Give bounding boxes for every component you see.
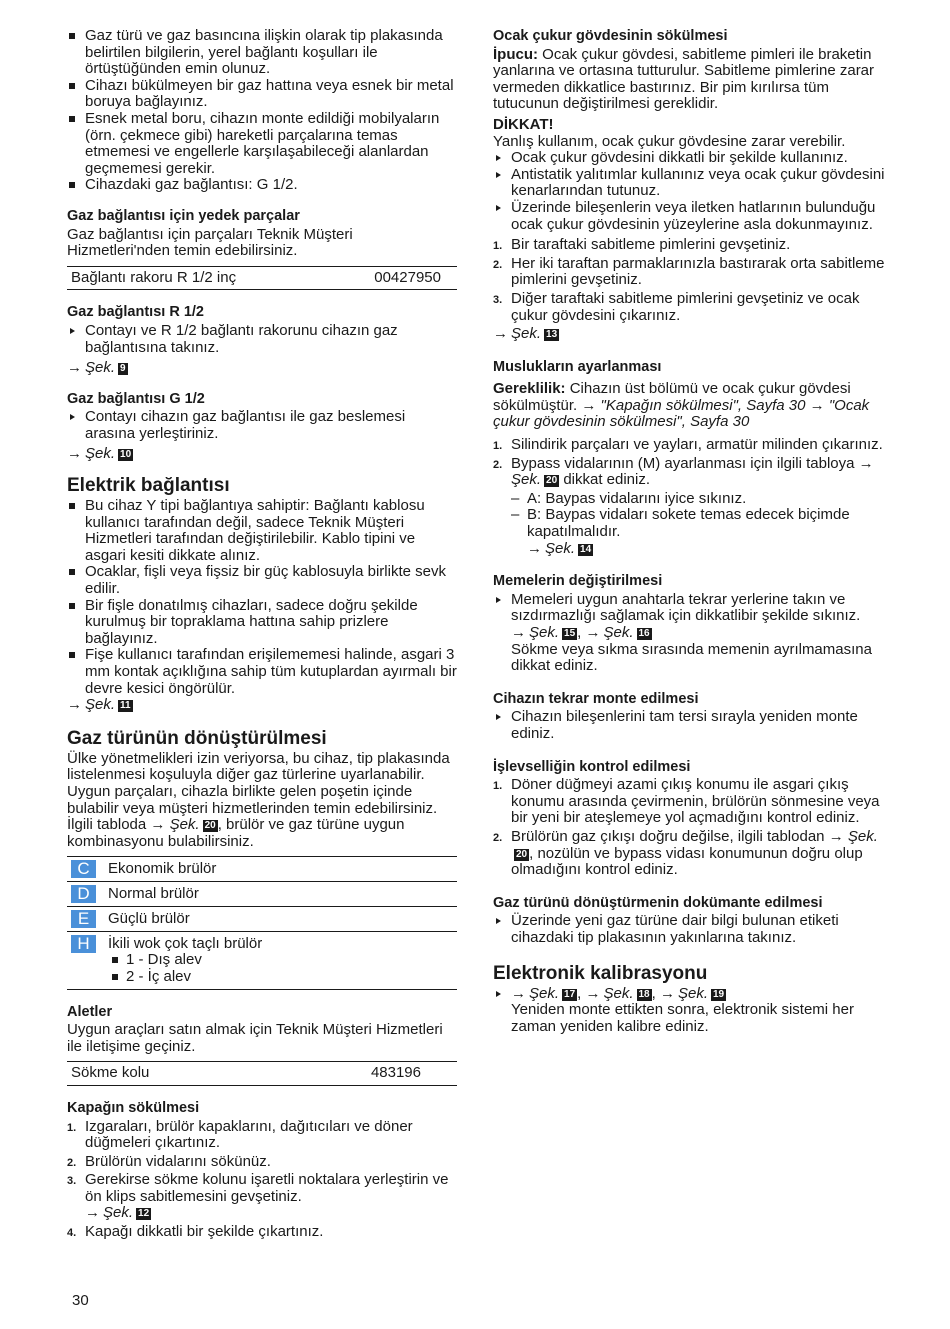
- taps-dash-list: [511, 491, 893, 541]
- g12-steps: [67, 409, 457, 442]
- list-item: → Şek. 17 , → Şek. 18 , → Şek. 19 Yeniden monte ettikten sonra, elektronik sistemi her zaman yeniden kalibre ediniz.: [493, 986, 893, 1036]
- list-item: Bu cihaz Y tipi bağlantıya sahiptir: Bağlantı kablosu kullanıcı tarafından değil, sadece Teknik Müşteri Hizmetleri tarafından değiştirilebilir. Kablo tipini ve asgari kesiti dikkate alınız.: [67, 498, 457, 564]
- list-item: Cihazın bileşenlerini tam tersi sırayla yeniden monte ediniz.: [493, 709, 893, 742]
- list-item: 2 - İç alev: [108, 969, 262, 986]
- document-heading: Gaz türünü dönüştürmenin dokümante edilmesi: [493, 894, 823, 911]
- list-item: Cihazı bükülmeyen bir gaz hattına veya esnek bir metal boruya bağlayınız.: [67, 78, 457, 111]
- document-steps: [493, 913, 893, 946]
- list-item: Ocaklar, fişli veya fişsiz bir güç kablosuyla birlikte sevk edilir.: [67, 564, 457, 597]
- tool-row: [67, 1061, 457, 1086]
- figure-badge: 20: [516, 848, 528, 860]
- pit-steps: [493, 237, 893, 324]
- cross-reference-link[interactable]: "Ocak çukur gövdesinin sökülmesi", Sayfa 30: [493, 396, 870, 431]
- burner-letter-badge: H: [71, 935, 96, 953]
- burner-letter-badge: C: [71, 860, 96, 878]
- g12-heading: Gaz bağlantısı G 1/2: [67, 390, 205, 407]
- conversion-heading: Gaz türünün dönüştürülmesi: [67, 727, 327, 749]
- conversion-paragraph-1: Ülke yönetmelikleri izin veriyorsa, bu cihaz, tip plakasında listelenmesi koşuluyla diğer gaz türlerine uyarlanabilir.: [67, 749, 450, 784]
- spare-parts-heading: Gaz bağlantısı için yedek parçalar: [67, 207, 300, 224]
- warning-label: DİKKAT!: [493, 115, 554, 133]
- cover-heading: Kapağın sökülmesi: [67, 1099, 200, 1116]
- list-item: Fişe kullanıcı tarafından erişilememesi halinde, asgari 3 mm kontak açıklığına sahip tüm kutuplardan ayırmalı bir devre kesici öngörülür.: [67, 647, 457, 697]
- function-heading: İşlevselliğin kontrol edilmesi: [493, 758, 691, 775]
- tool-number: 483196: [370, 1064, 421, 1082]
- burner-letter-badge: E: [71, 910, 96, 928]
- figure-badge: 13: [546, 329, 558, 341]
- spare-part-number: 00427950: [374, 268, 441, 286]
- list-item: 4. Kapağı dikkatli bir şekilde çıkartınız.: [67, 1223, 324, 1241]
- calibration-figure-ref: → Şek. 17 , → Şek. 18 , → Şek. 19: [511, 984, 725, 1002]
- figure-badge: 19: [712, 988, 725, 1000]
- taps-figure-ref: → Şek. 14: [527, 539, 592, 557]
- function-steps: [493, 777, 893, 879]
- burner-cell: [108, 935, 262, 985]
- list-item: Üzerinde bileşenlerin veya iletken hatlarının bulunduğu ocak çukur gövdesinin yüzeylerine asla dokunmayınız.: [493, 200, 893, 233]
- burner-table: [67, 856, 457, 989]
- pit-heading: Ocak çukur gövdesinin sökülmesi: [493, 28, 728, 44]
- burner-label: Normal brülör: [108, 885, 199, 903]
- figure-badge: 9: [120, 363, 126, 375]
- list-item: Üzerinde yeni gaz türüne dair bilgi bulunan etiketi cihazdaki tip plakasının yakınlarına takınız.: [493, 913, 893, 946]
- list-item: 2. Her iki taraftan parmaklarınızla bastırarak orta sabitleme pimlerini gevşetiniz.: [493, 254, 885, 289]
- cover-figure-ref: → Şek. 12: [85, 1204, 150, 1222]
- pit-bullet-list: [493, 150, 893, 233]
- calibration-steps: [493, 986, 893, 1036]
- list-item: 1. Silindirik parçaları ve yayları, armatür milinden çıkarınız.: [493, 436, 883, 454]
- pit-figure-ref: → Şek. 13: [493, 325, 558, 343]
- list-item: Ocak çukur gövdesini dikkatli bir şekilde kullanınız.: [493, 150, 893, 167]
- pit-tip: İpucu: Ocak çukur gövdesi, sabitleme pimleri ile braketin yanlarına ve ortasına tutturulur. Sabitleme pimlerine zarar vermeden dikkatlice bastırınız. Bir pim kırılırsa tüm tutucunun değiştirilmesi gereklidir.: [493, 45, 875, 113]
- reassemble-steps: [493, 709, 893, 742]
- g12-figure-ref: → Şek. 10: [67, 445, 132, 463]
- spare-part-name: Bağlantı rakoru R 1/2 inç: [71, 268, 237, 286]
- r12-figure-ref: → Şek. 9: [67, 359, 126, 377]
- figure-badge: 16: [638, 628, 650, 639]
- list-item: Gaz türü ve gaz basıncına ilişkin olarak tip plakasında belirtilen bilgilerin, yerel bağlantı koşulları ile örtüştüğünden emin olunuz.: [67, 28, 457, 78]
- figure-badge: 10: [120, 449, 132, 461]
- r12-steps: [67, 323, 457, 356]
- nozzles-heading: Memelerin değiştirilmesi: [493, 573, 663, 590]
- calibration-heading: Elektronik kalibrasyonu: [493, 962, 708, 984]
- electric-figure-ref: → Şek. 11: [67, 696, 131, 714]
- nozzles-figure-ref: → Şek. 15 , → Şek. 16: [511, 624, 650, 641]
- burner-label: İkili wok çok taçlı brülör: [108, 935, 263, 953]
- burner-label: Ekonomik brülör: [108, 860, 217, 878]
- burner-label: Güçlü brülör: [108, 910, 190, 928]
- list-item: Contayı ve R 1/2 bağlantı rakorunu cihazın gaz bağlantısına takınız.: [67, 323, 457, 356]
- figure-badge: 18: [638, 988, 650, 1000]
- tools-heading: Aletler: [67, 1003, 113, 1020]
- table-row: [67, 907, 457, 932]
- list-item: Antistatik yalıtımlar kullanınız veya ocak çukur gövdesini kenarlarından tutunuz.: [493, 167, 893, 200]
- list-item: 2. Brülörün gaz çıkışı doğru değilse, ilgili tablodan → Şek.20 , nozülün ve bypass vidası konumunun doğru olup olmadığını kontrol ediniz.: [493, 827, 878, 879]
- r12-heading: Gaz bağlantısı R 1/2: [67, 304, 204, 321]
- electric-heading: Elektrik bağlantısı: [67, 475, 230, 497]
- list-item: Bir fişle donatılmış cihazları, sadece doğru şekilde kurulmuş bir topraklama hattına sahip prizlere bağlayınız.: [67, 598, 457, 648]
- page-number: 30: [72, 1292, 89, 1309]
- taps-heading: Muslukların ayarlanması: [493, 358, 662, 375]
- taps-steps: [493, 437, 893, 489]
- left-column: [67, 28, 457, 1243]
- list-item: 1 - Dış alev: [108, 952, 262, 969]
- nozzles-steps: [493, 592, 893, 675]
- electric-bullet-list: [67, 498, 457, 697]
- cover-steps: [67, 1119, 457, 1241]
- figure-badge: 15: [564, 628, 576, 639]
- right-column: [493, 28, 893, 1035]
- list-item: Cihazdaki gaz bağlantısı: G 1/2.: [67, 177, 457, 194]
- list-item: Memeleri uygun anahtarla tekrar yerlerine takın ve sızdırmazlığı sağlamak için dikkatlibir şekilde sıkınız. → Şek. 15 , → Şek. 16 Sökme veya sıkma sırasında memenin ayrılmamasına dikkat ediniz.: [493, 592, 893, 675]
- figure-badge: 20: [204, 820, 216, 832]
- list-item: – A: Baypas vidalarını iyice sıkınız.: [511, 491, 893, 508]
- figure-badge: 14: [580, 543, 592, 555]
- requirement-label: Gereklilik:: [493, 380, 566, 398]
- figure-badge: 12: [138, 1208, 150, 1220]
- table-row: [67, 857, 457, 882]
- cross-reference-link[interactable]: "Kapağın sökülmesi", Sayfa 30: [600, 396, 806, 414]
- tool-name: Sökme kolu: [71, 1064, 150, 1082]
- warning-text: Yanlış kullanım, ocak çukur gövdesine zarar verebilir.: [493, 132, 846, 150]
- list-item: 2. Brülörün vidalarını sökünüz.: [67, 1152, 271, 1170]
- list-item: 2. Bypass vidalarının (M) ayarlanması için ilgili tabloya → Şek. 20 dikkat ediniz.: [493, 454, 874, 489]
- list-item: – B: Baypas vidaları sokete temas edecek biçimde kapatılmalıdır.: [511, 507, 893, 540]
- list-item: 1. Döner düğmeyi azami çıkış konumu ile asgari çıkış konumu arasında çevirmenin, brülörün sönmesine veya bir yeni bir ateşlemeye yol açmadığını kontrol ediniz.: [493, 776, 880, 827]
- spare-part-row: [67, 266, 457, 291]
- tools-text: Uygun araçları satın almak için Teknik Müşteri Hizmetleri ile iletişime geçiniz.: [67, 1021, 443, 1055]
- intro-bullet-list: [67, 28, 457, 194]
- taps-requirement: Gereklilik: Cihazın üst bölümü ve ocak çukur gövdesi sökülmüştür. → "Kapağın sökülmesi", Sayfa 30 → "Ocak çukur gövdesinin sökülmesi", Sayfa 30: [493, 380, 870, 431]
- conversion-paragraph-2: Uygun parçaları, cihazla birlikte gelen poşetin içinde bulabilir veya müşteri hizmetlerinden temin edebilirsiniz. İlgili tabloda → Şek. 20 , brülör ve gaz türüne uygun kombinasyonu bulabilirsiniz.: [67, 782, 438, 850]
- burner-letter-badge: D: [71, 885, 96, 903]
- list-item: 1. Bir taraftaki sabitleme pimlerini gevşetiniz.: [493, 236, 791, 254]
- table-row: [67, 932, 457, 989]
- spare-parts-text: Gaz bağlantısı için parçaları Teknik Müşteri Hizmetleri'nden temin edebilirsiniz.: [67, 225, 353, 260]
- figure-badge: 17: [564, 988, 576, 1000]
- list-item: 3. Diğer taraftaki sabitleme pimlerini gevşetiniz ve ocak çukur gövdesini çıkarınız.: [493, 289, 860, 324]
- list-item: Contayı cihazın gaz bağlantısı ile gaz beslemesi arasına yerleştiriniz.: [67, 409, 457, 442]
- burner-sub-list: [108, 952, 262, 985]
- table-row: [67, 882, 457, 907]
- tip-label: İpucu:: [493, 45, 538, 63]
- list-item: 1. Izgaraları, brülör kapaklarını, dağıtıcıları ve döner düğmeleri çıkartınız.: [67, 1117, 413, 1152]
- reassemble-heading: Cihazın tekrar monte edilmesi: [493, 690, 699, 707]
- figure-badge: 20: [546, 475, 558, 487]
- figure-badge: 11: [120, 700, 131, 712]
- list-item: 3. Gerekirse sökme kolunu işaretli noktalara yerleştirin ve ön klips sabitlemesini gevşetiniz. → Şek. 12: [67, 1171, 449, 1222]
- list-item: Esnek metal boru, cihazın monte edildiği mobilyaların (örn. çekmece gibi) hareketli parçalarına temas etmemesi ve engellerle karşılaşabileceği alanlardan geçmemesi gerekir.: [67, 111, 457, 177]
